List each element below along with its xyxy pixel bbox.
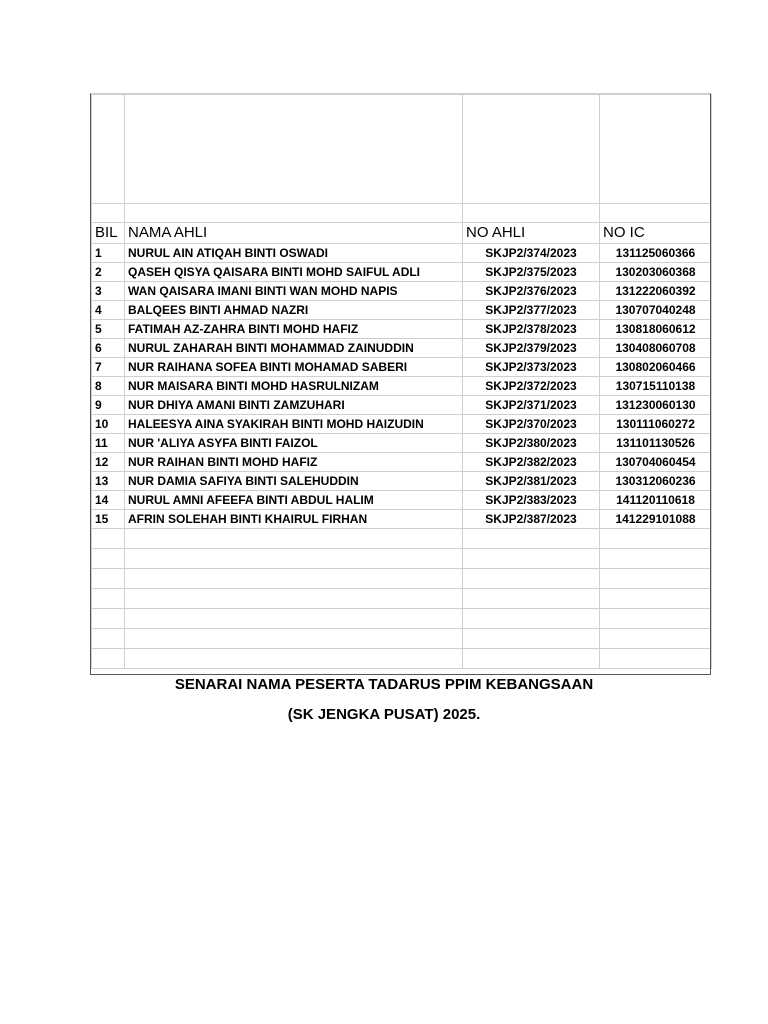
member-table-body bbox=[92, 95, 712, 669]
row-nama-ahli: HALEESYA AINA SYAKIRAH BINTI MOHD HAIZUDIN bbox=[125, 415, 463, 434]
row-no-ic: 141229101088 bbox=[600, 510, 712, 529]
row-no-ahli: SKJP2/370/2023 bbox=[463, 415, 600, 434]
member-table bbox=[91, 94, 712, 669]
row-bil: 3 bbox=[92, 282, 125, 301]
row-no-ic: 130111060272 bbox=[600, 415, 712, 434]
row-bil: 1 bbox=[92, 244, 125, 263]
row-bil: 8 bbox=[92, 377, 125, 396]
row-nama-ahli: AFRIN SOLEHAH BINTI KHAIRUL FIRHAN bbox=[125, 510, 463, 529]
row-nama-ahli: NURUL AMNI AFEEFA BINTI ABDUL HALIM bbox=[125, 491, 463, 510]
row-no-ic: 131125060366 bbox=[600, 244, 712, 263]
row-nama-ahli: BALQEES BINTI AHMAD NAZRI bbox=[125, 301, 463, 320]
header-bil: BIL bbox=[92, 223, 125, 244]
row-bil: 7 bbox=[92, 358, 125, 377]
table-row bbox=[92, 282, 712, 301]
table-row bbox=[92, 434, 712, 453]
row-no-ahli: SKJP2/381/2023 bbox=[463, 472, 600, 491]
header-nama-ahli: NAMA AHLI bbox=[125, 223, 463, 244]
empty-row bbox=[92, 609, 712, 629]
row-no-ahli: SKJP2/382/2023 bbox=[463, 453, 600, 472]
row-nama-ahli: QASEH QISYA QAISARA BINTI MOHD SAIFUL ADLI bbox=[125, 263, 463, 282]
row-no-ic: 141120110618 bbox=[600, 491, 712, 510]
spacer-row bbox=[92, 204, 712, 223]
row-no-ahli: SKJP2/375/2023 bbox=[463, 263, 600, 282]
empty-row bbox=[92, 649, 712, 669]
row-nama-ahli: NUR DAMIA SAFIYA BINTI SALEHUDDIN bbox=[125, 472, 463, 491]
row-bil: 13 bbox=[92, 472, 125, 491]
row-no-ic: 130818060612 bbox=[600, 320, 712, 339]
row-nama-ahli: WAN QAISARA IMANI BINTI WAN MOHD NAPIS bbox=[125, 282, 463, 301]
row-no-ahli: SKJP2/374/2023 bbox=[463, 244, 600, 263]
table-row bbox=[92, 263, 712, 282]
row-bil: 6 bbox=[92, 339, 125, 358]
table-row bbox=[92, 510, 712, 529]
blank-header-row bbox=[92, 95, 712, 204]
row-nama-ahli: FATIMAH AZ-ZAHRA BINTI MOHD HAFIZ bbox=[125, 320, 463, 339]
row-nama-ahli: NUR DHIYA AMANI BINTI ZAMZUHARI bbox=[125, 396, 463, 415]
row-no-ic: 130707040248 bbox=[600, 301, 712, 320]
row-nama-ahli: NUR RAIHAN BINTI MOHD HAFIZ bbox=[125, 453, 463, 472]
table-row bbox=[92, 339, 712, 358]
empty-row bbox=[92, 569, 712, 589]
table-row bbox=[92, 396, 712, 415]
table-row bbox=[92, 472, 712, 491]
header-no-ic: NO IC bbox=[600, 223, 712, 244]
empty-row bbox=[92, 549, 712, 569]
row-no-ahli: SKJP2/376/2023 bbox=[463, 282, 600, 301]
row-no-ic: 130802060466 bbox=[600, 358, 712, 377]
row-no-ic: 130704060454 bbox=[600, 453, 712, 472]
row-nama-ahli: NUR MAISARA BINTI MOHD HASRULNIZAM bbox=[125, 377, 463, 396]
row-bil: 12 bbox=[92, 453, 125, 472]
row-bil: 14 bbox=[92, 491, 125, 510]
caption-school: (SK JENGKA PUSAT) 2025. bbox=[287, 706, 481, 723]
header-row bbox=[92, 223, 712, 244]
row-no-ahli: SKJP2/373/2023 bbox=[463, 358, 600, 377]
row-no-ic: 130408060708 bbox=[600, 339, 712, 358]
row-bil: 5 bbox=[92, 320, 125, 339]
row-no-ic: 130203060368 bbox=[600, 263, 712, 282]
row-bil: 9 bbox=[92, 396, 125, 415]
row-no-ahli: SKJP2/377/2023 bbox=[463, 301, 600, 320]
table-row bbox=[92, 377, 712, 396]
header-no-ahli: NO AHLI bbox=[463, 223, 600, 244]
table-row bbox=[92, 491, 712, 510]
caption-title: SENARAI NAMA PESERTA TADARUS PPIM KEBANGSAAN bbox=[174, 676, 594, 693]
row-bil: 2 bbox=[92, 263, 125, 282]
row-no-ahli: SKJP2/380/2023 bbox=[463, 434, 600, 453]
table-row bbox=[92, 320, 712, 339]
row-no-ahli: SKJP2/378/2023 bbox=[463, 320, 600, 339]
empty-row bbox=[92, 589, 712, 609]
table-row bbox=[92, 415, 712, 434]
row-nama-ahli: NUR 'ALIYA ASYFA BINTI FAIZOL bbox=[125, 434, 463, 453]
row-no-ahli: SKJP2/372/2023 bbox=[463, 377, 600, 396]
row-bil: 10 bbox=[92, 415, 125, 434]
row-no-ahli: SKJP2/379/2023 bbox=[463, 339, 600, 358]
row-no-ic: 131101130526 bbox=[600, 434, 712, 453]
empty-row bbox=[92, 629, 712, 649]
row-bil: 15 bbox=[92, 510, 125, 529]
row-bil: 4 bbox=[92, 301, 125, 320]
row-no-ic: 131222060392 bbox=[600, 282, 712, 301]
row-nama-ahli: NUR RAIHANA SOFEA BINTI MOHAMAD SABERI bbox=[125, 358, 463, 377]
table-row bbox=[92, 453, 712, 472]
row-nama-ahli: NURUL ZAHARAH BINTI MOHAMMAD ZAINUDDIN bbox=[125, 339, 463, 358]
row-no-ahli: SKJP2/387/2023 bbox=[463, 510, 600, 529]
row-bil: 11 bbox=[92, 434, 125, 453]
row-no-ic: 130715110138 bbox=[600, 377, 712, 396]
row-nama-ahli: NURUL AIN ATIQAH BINTI OSWADI bbox=[125, 244, 463, 263]
table-row bbox=[92, 244, 712, 263]
row-no-ic: 130312060236 bbox=[600, 472, 712, 491]
row-no-ic: 131230060130 bbox=[600, 396, 712, 415]
table-row bbox=[92, 358, 712, 377]
row-no-ahli: SKJP2/371/2023 bbox=[463, 396, 600, 415]
row-no-ahli: SKJP2/383/2023 bbox=[463, 491, 600, 510]
empty-row bbox=[92, 529, 712, 549]
table-row bbox=[92, 301, 712, 320]
